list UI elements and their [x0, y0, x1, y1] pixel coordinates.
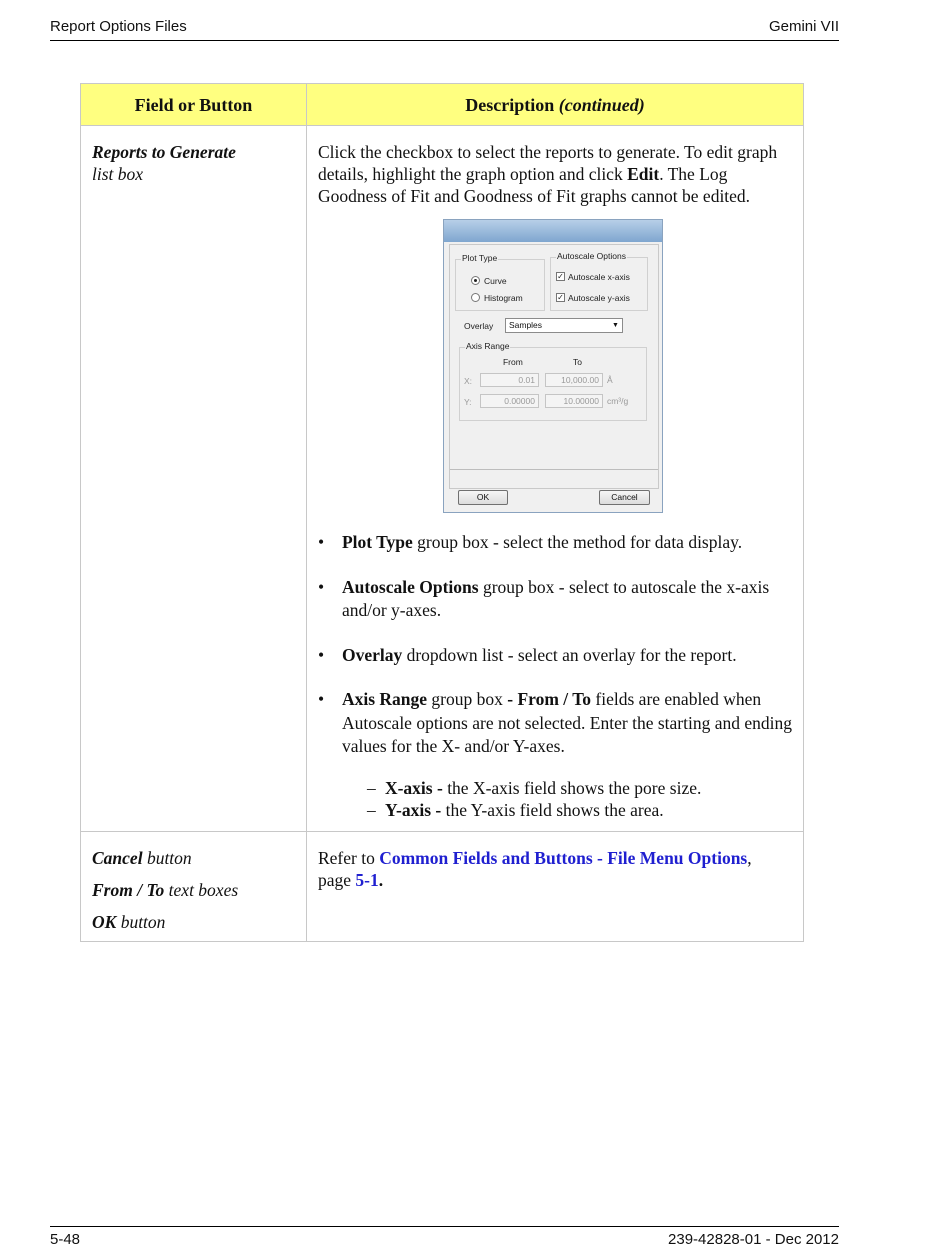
chevron-down-icon: ▼	[612, 322, 619, 329]
list-item	[92, 879, 295, 901]
bullet-plot-type-bold: Plot Type	[341, 532, 413, 552]
autoscale-options-label: Autoscale Options	[556, 251, 626, 261]
axis-sub-list	[342, 777, 794, 821]
refer-comma: ,	[747, 847, 752, 868]
overlay-dropdown[interactable]	[505, 318, 623, 333]
description-header-text: Description	[465, 94, 555, 115]
autoscale-y-label: Autoscale y-axis	[567, 293, 630, 303]
overlay-value: Samples	[508, 320, 543, 330]
field-cell	[81, 126, 307, 832]
cancel-field-type: button	[142, 847, 192, 868]
histogram-label: Histogram	[483, 293, 523, 303]
y-label: Y:	[463, 397, 472, 407]
page-link[interactable]: 5-1	[355, 869, 379, 890]
refer-paragraph	[318, 847, 794, 891]
plot-type-group	[455, 253, 545, 311]
ok-button[interactable]: OK	[458, 490, 508, 505]
bullet-axis-range-bold: Axis Range	[341, 689, 428, 709]
y-unit-label: cm³/g	[606, 396, 629, 406]
dialog-title-bar	[444, 220, 662, 242]
header-product-name: Gemini VII	[768, 18, 839, 35]
autoscale-y-checkbox[interactable]: ✓	[557, 293, 564, 302]
column-header-field: Field or Button	[81, 84, 307, 126]
page-number: 5-48	[50, 1231, 81, 1248]
axis-range-group	[459, 341, 647, 421]
column-header-description	[306, 84, 803, 126]
refer-text: Refer to	[317, 847, 380, 868]
common-fields-link[interactable]: Common Fields and Buttons - File Menu Options	[379, 847, 748, 868]
list-item: • Autoscale Options group box - select to autoscale the x-axis and/or y-axes.	[317, 576, 770, 620]
field-cell	[81, 831, 307, 941]
field-name: Reports to Generate	[92, 142, 236, 162]
y-to-field[interactable]: 10.00000	[545, 394, 603, 408]
list-item: – Y-axis - the Y-axis field shows the area.	[366, 799, 664, 820]
dialog-divider	[450, 469, 658, 470]
bullet-from-to-bold: - From / To	[507, 689, 592, 709]
x-from-field[interactable]: 0.01	[480, 373, 539, 387]
intro-bold-edit: Edit	[627, 164, 660, 184]
page-header	[50, 18, 839, 41]
plot-type-label: Plot Type	[461, 253, 498, 263]
page-footer	[50, 1226, 839, 1248]
bullet-autoscale-text: group box - select to autoscale the x-axis and/or y-axes.	[341, 576, 770, 620]
graph-options-dialog-screenshot	[443, 219, 663, 513]
list-item: • Axis Range group box - From / To fields are enabled when Autoscale options are not selected. Enter the starting and ending values for the X- and/or Y-axes. – X-axis - the X-axis field shows the pore size. – Y-axis - the Y-axis field shows the area.	[318, 688, 794, 821]
dialog-body	[449, 244, 659, 489]
autoscale-options-group	[550, 251, 648, 311]
sub-x-axis-text: the X-axis field shows the pore size.	[442, 777, 702, 798]
field-type: list box	[92, 164, 144, 184]
field-description-table	[80, 83, 804, 942]
intro-text-b: . The Log Goodness of Fit and Goodness of Fit graphs cannot be edited.	[317, 164, 751, 206]
sub-x-axis-bold: X-axis -	[384, 777, 443, 798]
bullet-autoscale-bold: Autoscale Options	[341, 576, 479, 597]
list-item	[92, 911, 295, 933]
sub-y-axis-text: the Y-axis field shows the area.	[441, 799, 664, 820]
bullet-axis-range-text-a: group box	[427, 689, 508, 709]
bullet-overlay-bold: Overlay	[341, 644, 403, 665]
refer-period: .	[378, 869, 384, 890]
intro-text-a: Click the checkbox to select the reports to generate. To edit graph details, highlight the graph option and click	[317, 142, 778, 184]
cancel-button[interactable]: Cancel	[599, 490, 650, 505]
to-label: To	[572, 357, 582, 367]
ok-field-name: OK	[92, 911, 117, 932]
curve-radio[interactable]	[471, 276, 480, 285]
axis-range-label: Axis Range	[465, 341, 510, 351]
x-to-field[interactable]: 10,000.00	[545, 373, 603, 387]
ok-field-type: button	[116, 911, 166, 932]
overlay-label: Overlay	[463, 321, 494, 331]
option-bullet-list	[318, 531, 794, 821]
from-label: From	[502, 357, 523, 367]
list-item	[92, 847, 295, 869]
description-cell	[306, 831, 803, 941]
sub-y-axis-bold: Y-axis -	[384, 799, 442, 820]
x-label: X:	[463, 376, 472, 386]
list-item: • Plot Type group box - select the method for data display.	[317, 532, 743, 552]
x-unit-label: Å	[606, 375, 613, 385]
histogram-radio[interactable]	[471, 293, 480, 302]
description-header-suffix: (continued)	[558, 94, 645, 115]
from-to-field-type: text boxes	[164, 879, 239, 900]
header-section-title: Report Options Files	[50, 18, 187, 35]
table-row	[81, 831, 804, 941]
from-to-field-name: From / To	[92, 879, 165, 900]
table-header-row	[81, 84, 804, 126]
bullet-axis-range-text: fields are enabled when Autoscale options are not selected. Enter the starting and ending values for the X- and/or Y-axes.	[341, 689, 792, 756]
page-text: page	[317, 869, 356, 890]
document-number: 239-42828-01 - Dec 2012	[668, 1231, 839, 1248]
autoscale-x-label: Autoscale x-axis	[567, 272, 630, 282]
bullet-plot-type-text: group box - select the method for data display.	[412, 532, 743, 552]
cancel-field-name: Cancel	[92, 847, 143, 868]
autoscale-x-checkbox[interactable]: ✓	[557, 272, 564, 281]
table-row	[81, 126, 804, 832]
bullet-overlay-text: dropdown list - select an overlay for the report.	[402, 644, 737, 665]
list-item: • Overlay dropdown list - select an overlay for the report.	[317, 644, 737, 665]
y-from-field[interactable]: 0.00000	[480, 394, 539, 408]
intro-paragraph	[318, 141, 794, 207]
description-cell	[306, 126, 803, 832]
list-item: – X-axis - the X-axis field shows the pore size.	[366, 777, 702, 798]
curve-label: Curve	[483, 276, 507, 286]
